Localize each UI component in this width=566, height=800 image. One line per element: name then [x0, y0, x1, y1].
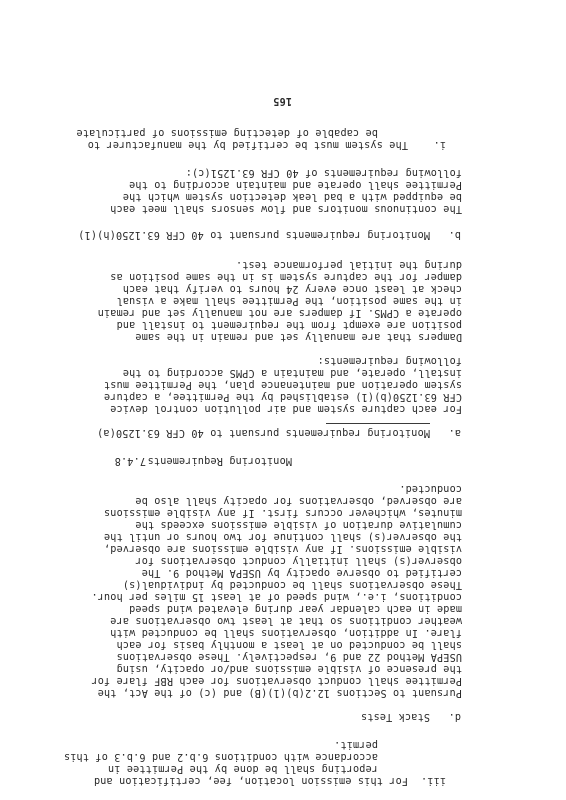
item-d-line-18: conducted.	[399, 483, 462, 494]
item-a-heading: Monitoring requirements pursuant to 40 CFR 63.1250(a)	[96, 427, 430, 438]
item-number-d: d.	[448, 711, 461, 722]
item-a-subline-4: in the same position, the Permittee shall make a visual	[116, 295, 462, 306]
item-a-subline-3: operate a CPMS. If dampers are not manually set and remain	[97, 307, 462, 318]
item-d-line-10: These observations shall be conducted by individual(s)	[122, 579, 462, 590]
item-d-line-16: minutes, whichever occurs first. If any visible emissions	[103, 507, 462, 518]
item-b-line-3: Permittee shall operate and maintain according to the	[128, 179, 462, 190]
section-number: 7.4.8	[114, 455, 146, 466]
item-d-line-15: cumulative duration of visible emissions exceeds the	[135, 519, 462, 530]
item-b-line-2: be equipped with a bad leak detection system which the	[122, 191, 462, 202]
item-d-line-12: observer(s) shall initially conduct observations for	[135, 555, 462, 566]
item-a-subline-6: damper for the capture system is in the same position as	[110, 271, 462, 282]
item-a-line-2: CFR 63.1250(b)(1) established by the Permittee, a capture	[103, 391, 462, 402]
item-b-line-1: The continuous monitors and flow sensors shall meet each	[110, 203, 462, 214]
item-d-line-14: the observer(s) shall continue for two hours or until the	[103, 531, 462, 542]
section-heading: Monitoring Requirements	[147, 455, 292, 466]
item-a-subline-5: check at least once every 24 hours to verify that each	[122, 283, 462, 294]
item-d-heading: Stack Tests	[360, 711, 430, 722]
item-iii-line-4: permit.	[334, 739, 378, 750]
item-a-line-1: For each capture system and air pollution control device	[110, 403, 462, 414]
item-i-line-1: The system must be certified by the manufacturer to	[87, 139, 408, 150]
item-b-line-4: following requirements of 40 CFR 63.1251(c):	[185, 167, 462, 178]
item-a-subline-2: position are exempt from the requirement to install and	[116, 319, 462, 330]
item-iii-line-3: accordance with conditions 6.b.2 and 6.b.3 of this	[63, 751, 378, 762]
item-d-line-3: the presence of visible emissions and/or opacity, using	[116, 663, 462, 674]
item-number-i: i.	[433, 139, 446, 150]
item-b-heading: Monitoring requirements pursuant to 40 CFR 63.1250(h)(1)	[78, 229, 430, 240]
item-number-a: a.	[448, 427, 461, 438]
item-d-line-7: weather conditions so that at least two observations are	[110, 615, 462, 626]
item-a-subline-7: during the initial performance test.	[235, 259, 462, 270]
item-iii-line-2: reporting shall be done by the Permittee in	[107, 763, 378, 774]
item-d-line-1: Pursuant to Sections 12.2(b)(1)(B) and (c) of the Act, the	[97, 687, 462, 698]
item-a-subline-1: Dampers that are manually set and remain in the same	[135, 331, 462, 342]
page-number: 165	[273, 95, 292, 106]
item-d-line-9: conditions, i.e., wind speed of at least 15 miles per hour.	[91, 591, 462, 602]
item-a-line-4: install, operate, and maintain a CPMS according to the	[122, 367, 462, 378]
item-number-iii: iii.	[420, 775, 446, 786]
item-d-line-2: Permittee shall conduct observations for each RBF flare for	[91, 675, 462, 686]
item-a-line-3: system operation and maintenance plan, the Permittee must	[103, 379, 462, 390]
item-d-line-11: certified to observe opacity by USEPA Method 9. The	[141, 567, 462, 578]
heading-underline	[326, 423, 430, 424]
item-i-line-2: be capable of detecting emissions of particulate	[76, 127, 378, 138]
item-iii-line-1: For this emission location, fee, certification and	[93, 775, 408, 786]
item-d-line-8: made in each calendar year during elevated wind speed	[128, 603, 462, 614]
item-d-line-17: are observed, observations for opacity shall also be	[135, 495, 462, 506]
item-a-line-5: following requirements:	[317, 355, 462, 366]
item-d-line-5: shall be conducted on at least a monthly basis for each	[116, 639, 462, 650]
item-d-line-4: USEPA Method 22 and 9, respectively. These observations	[116, 651, 462, 662]
item-d-line-6: flare. In addition, observations shall be conducted with	[110, 627, 462, 638]
item-number-b: b.	[448, 229, 461, 240]
item-d-line-13: visible emissions. If any visible emissions are observed,	[103, 543, 462, 554]
